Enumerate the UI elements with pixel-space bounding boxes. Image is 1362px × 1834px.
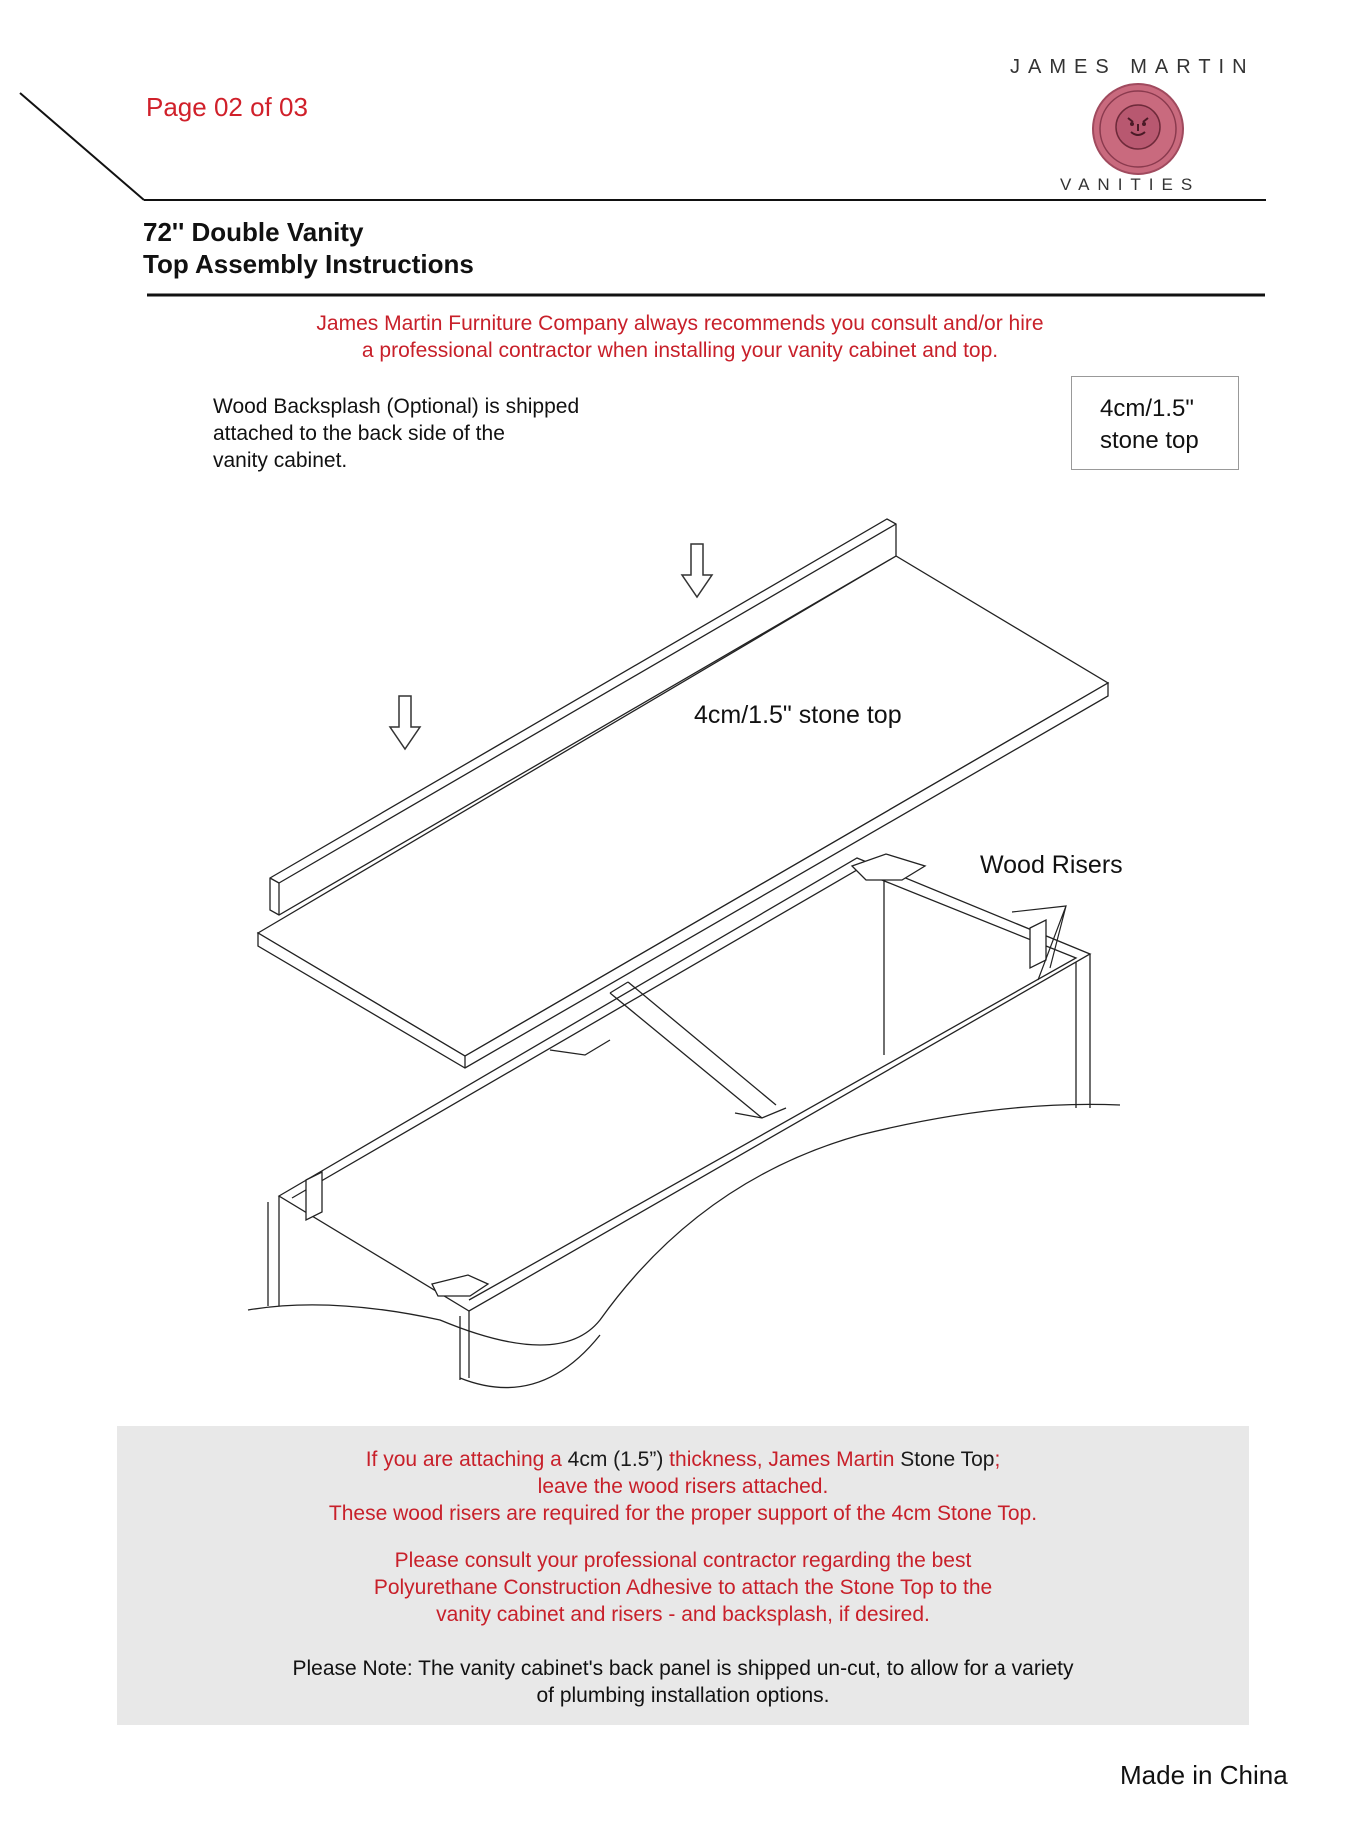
header-diagonal-line xyxy=(20,93,144,200)
stone-top-spec-box xyxy=(1071,376,1239,470)
instructions-p2-line-1: Please consult your professional contractor regarding the best xyxy=(394,1549,972,1572)
notice-line-1: James Martin Furniture Company always recommends you consult and/or hire xyxy=(316,312,1044,335)
page-title xyxy=(143,216,474,280)
wood-risers-label: Wood Risers xyxy=(980,851,1123,879)
backsplash-note-line-2: attached to the back side of the xyxy=(213,422,505,445)
lion-logo-icon xyxy=(1093,84,1183,174)
down-arrow-icon xyxy=(682,544,712,597)
brand-name-bottom: VANITIES xyxy=(1060,175,1201,194)
title-line-1: 72'' Double Vanity xyxy=(143,217,364,247)
instructions-p2-line-2: Polyurethane Construction Adhesive to attach the Stone Top to the xyxy=(373,1576,993,1599)
down-arrow-icon xyxy=(390,696,420,749)
instructions-paragraph-1 xyxy=(117,1446,1249,1527)
page-number: Page 02 of 03 xyxy=(146,92,308,122)
instructions-paragraph-3 xyxy=(117,1655,1249,1709)
stone-top-label: 4cm/1.5" stone top xyxy=(694,701,902,729)
notice-line-2: a professional contractor when installing your vanity cabinet and top. xyxy=(361,339,999,362)
backsplash-note xyxy=(213,393,579,474)
made-in-label: Made in China xyxy=(1120,1760,1288,1790)
p1-text-e: ; xyxy=(994,1448,1001,1471)
p1-text-c: thickness, James Martin xyxy=(663,1448,901,1471)
instructions-p3-line-2: of plumbing installation options. xyxy=(536,1684,830,1707)
p1-text-d: Stone Top xyxy=(900,1448,995,1471)
p1-text-b: 4cm (1.5”) xyxy=(567,1448,664,1471)
professional-notice xyxy=(150,310,1210,364)
brand-name-top: JAMES MARTIN xyxy=(1010,56,1255,78)
instructions-p1-line-1 xyxy=(117,1446,1249,1473)
instructions-paragraph-2 xyxy=(117,1547,1249,1628)
stone-top-illustration xyxy=(258,519,1108,1068)
title-line-2: Top Assembly Instructions xyxy=(143,249,474,279)
instructions-p2-line-3: vanity cabinet and risers - and backsplash, if desired. xyxy=(436,1603,930,1626)
stone-box-line-2: stone top xyxy=(1100,427,1199,454)
p1-text-a: If you are attaching a xyxy=(365,1448,568,1471)
instructions-p3-line-1: Please Note: The vanity cabinet's back panel is shipped un-cut, to allow for a variety xyxy=(292,1657,1074,1680)
instructions-p1-line-2: leave the wood risers attached. xyxy=(537,1475,829,1498)
stone-box-line-1: 4cm/1.5" xyxy=(1100,395,1194,422)
instructions-p1-line-3: These wood risers are required for the proper support of the 4cm Stone Top. xyxy=(328,1502,1038,1525)
backsplash-note-line-1: Wood Backsplash (Optional) is shipped xyxy=(213,395,580,418)
backsplash-note-line-3: vanity cabinet. xyxy=(213,449,348,472)
